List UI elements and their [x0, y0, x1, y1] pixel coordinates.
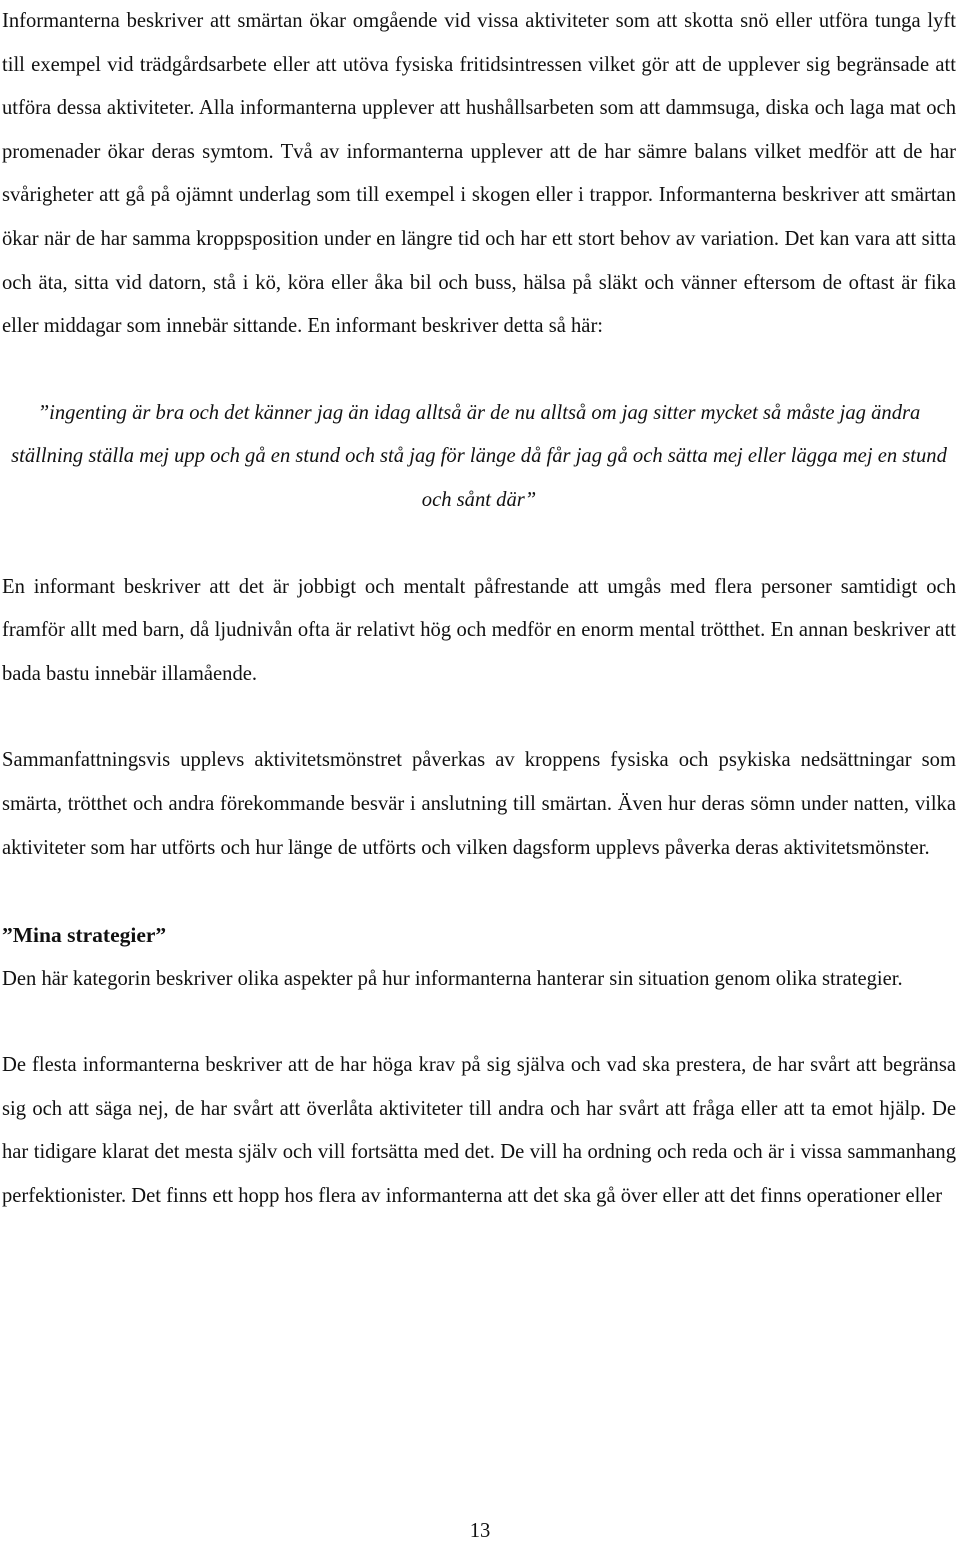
spacer: [2, 1001, 956, 1044]
page-body: [2, 0, 956, 1219]
spacer: [2, 349, 956, 392]
page-number: 13: [469, 1520, 491, 1542]
paragraph-activity-pain: Informanterna beskriver att smärtan ökar omgående vid vissa aktiviteter som att skotta snö eller utföra tunga lyft till exempel vid trädgårdsarbete eller att utöva fysiska fritidsintressen vilket gör att de upplever sig begränsade att utföra dessa aktiviteter. Alla informanterna upplever att hushållsarbeten som att dammsuga, diska och laga mat och promenader ökar deras symtom. Två av informanterna upplever att de har sämre balans vilket medför att de har svårigheter att gå på ojämnt underlag som till exempel i skogen eller i trappor. Informanterna beskriver att smärtan ökar när de har samma kroppsposition under en längre tid och har ett stort behov av variation. Det kan vara att sitta och äta, sitta vid datorn, stå i kö, köra eller åka bil och buss, hälsa på släkt och vänner eftersom de oftast är fika eller middagar som innebär sittande. En informant beskriver detta så här:: [2, 10, 956, 338]
spacer: [2, 696, 956, 739]
paragraph-social-fatigue: En informant beskriver att det är jobbigt och mentalt påfrestande att umgås med flera personer samtidigt och framför allt med barn, då ljudnivån ofta är relativt hög och medför en enorm mental trötthet. En annan beskriver att bada bastu innebär illamående.: [2, 575, 956, 685]
spacer: [2, 523, 956, 566]
paragraph-category-intro: Den här kategorin beskriver olika aspekter på hur informanterna hanterar sin situation genom olika strategier.: [2, 967, 903, 990]
paragraph-summary: Sammanfattningsvis upplevs aktivitetsmönstret påverkas av kroppens fysiska och psykiska nedsättningar som smärta, trötthet och andra förekommande besvär i anslutning till smärtan. Även hur deras sömn under natten, vilka aktiviteter som har utförts och hur länge de utförts och vilken dagsform upplevs påverka deras aktivitetsmönster.: [2, 749, 956, 859]
section-heading: ”Mina strategier”: [2, 923, 167, 948]
spacer: [2, 870, 956, 914]
informant-quote: ”ingenting är bra och det känner jag än idag alltså är de nu alltså om jag sitter mycket så måste jag ändra ställning ställa mej upp och gå en stund och stå jag för länge då får jag gå och sätta mej eller lägga mej en stund och sånt där”: [11, 401, 947, 511]
paragraph-demands: De flesta informanterna beskriver att de har höga krav på sig själva och vad ska prestera, de har svårt att begränsa sig och att säga nej, de har svårt att överlåta aktiviteter till andra och har svårt att fråga eller att ta emot hjälp. De har tidigare klarat det mesta själv och vill fortsätta med det. De vill ha ordning och reda och är i vissa sammanhang perfektionister. Det finns ett hopp hos flera av informanterna att det ska gå över eller att det finns operationer eller: [2, 1054, 956, 1208]
